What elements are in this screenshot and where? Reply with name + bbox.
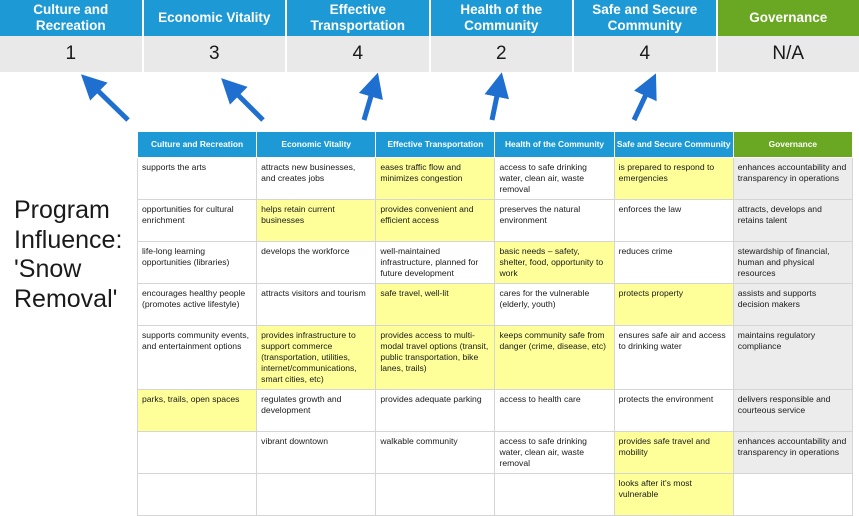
matrix-cell: attracts new businesses, and creates jobs bbox=[257, 158, 376, 200]
matrix-cell: cares for the vulnerable (elderly, youth) bbox=[495, 284, 614, 326]
matrix-cell: provides adequate parking bbox=[376, 390, 495, 432]
matrix-cell bbox=[257, 474, 376, 516]
matrix-cell: well-maintained infrastructure, planned for future development bbox=[376, 242, 495, 284]
matrix-cell: access to health care bbox=[495, 390, 614, 432]
table-row bbox=[138, 326, 853, 390]
matrix-header-governance: Governance bbox=[733, 132, 852, 158]
score-header-band bbox=[0, 0, 859, 36]
matrix-header-safe-and-secure-community: Safe and Secure Community bbox=[614, 132, 733, 158]
matrix-cell: basic needs – safety, shelter, food, opportunity to work bbox=[495, 242, 614, 284]
matrix-cell: access to safe drinking water, clean air, waste removal bbox=[495, 158, 614, 200]
matrix-cell: supports community events, and entertainment options bbox=[138, 326, 257, 390]
matrix-cell bbox=[495, 474, 614, 516]
matrix-cell: preserves the natural environment bbox=[495, 200, 614, 242]
matrix-cell bbox=[138, 432, 257, 474]
header-culture-and-recreation: Culture and Recreation bbox=[0, 0, 144, 36]
score-safe-and-secure-community: 4 bbox=[574, 36, 718, 72]
header-governance: Governance bbox=[718, 0, 859, 36]
matrix-cell: reduces crime bbox=[614, 242, 733, 284]
matrix-cell: enforces the law bbox=[614, 200, 733, 242]
table-row bbox=[138, 284, 853, 326]
arrow-culture-and-recreation bbox=[91, 84, 128, 120]
matrix-cell: vibrant downtown bbox=[257, 432, 376, 474]
matrix-cell: maintains regulatory compliance bbox=[733, 326, 852, 390]
header-safe-and-secure-community: Safe and Secure Community bbox=[574, 0, 718, 36]
matrix-cell: regulates growth and development bbox=[257, 390, 376, 432]
matrix-cell bbox=[733, 474, 852, 516]
matrix-cell: helps retain current businesses bbox=[257, 200, 376, 242]
header-health-of-the-community: Health of the Community bbox=[431, 0, 575, 36]
matrix-cell: access to safe drinking water, clean air, waste removal bbox=[495, 432, 614, 474]
matrix-cell: attracts, develops and retains talent bbox=[733, 200, 852, 242]
table-row bbox=[138, 158, 853, 200]
arrow-safe-and-secure-community bbox=[634, 86, 650, 120]
table-row bbox=[138, 390, 853, 432]
arrow-health-of-the-community bbox=[492, 86, 499, 120]
matrix-cell: attracts visitors and tourism bbox=[257, 284, 376, 326]
table-row bbox=[138, 200, 853, 242]
arrow-effective-transportation bbox=[364, 86, 374, 120]
matrix-cell: life-long learning opportunities (libraries) bbox=[138, 242, 257, 284]
score-health-of-the-community: 2 bbox=[431, 36, 575, 72]
header-economic-vitality: Economic Vitality bbox=[144, 0, 288, 36]
matrix-cell: encourages healthy people (promotes active lifestyle) bbox=[138, 284, 257, 326]
matrix-cell: protects the environment bbox=[614, 390, 733, 432]
matrix-header-economic-vitality: Economic Vitality bbox=[257, 132, 376, 158]
matrix-cell: looks after it's most vulnerable bbox=[614, 474, 733, 516]
matrix-cell: provides access to multi-modal travel options (transit, public transportation, bike lanes, trails) bbox=[376, 326, 495, 390]
matrix-cell: delivers responsible and courteous service bbox=[733, 390, 852, 432]
matrix-cell: is prepared to respond to emergencies bbox=[614, 158, 733, 200]
matrix-cell: parks, trails, open spaces bbox=[138, 390, 257, 432]
matrix-cell: protects property bbox=[614, 284, 733, 326]
matrix-cell: ensures safe air and access to drinking water bbox=[614, 326, 733, 390]
matrix-cell: supports the arts bbox=[138, 158, 257, 200]
matrix-cell: safe travel, well-lit bbox=[376, 284, 495, 326]
table-row bbox=[138, 432, 853, 474]
arrow-group bbox=[0, 72, 859, 130]
score-culture-and-recreation: 1 bbox=[0, 36, 144, 72]
header-effective-transportation: Effective Transportation bbox=[287, 0, 431, 36]
matrix-header-row bbox=[138, 132, 853, 158]
matrix-cell: stewardship of financial, human and physical resources bbox=[733, 242, 852, 284]
matrix-header-effective-transportation: Effective Transportation bbox=[376, 132, 495, 158]
matrix-cell: provides infrastructure to support commerce (transportation, utilities, internet/communications, smart cities, etc) bbox=[257, 326, 376, 390]
matrix-cell: develops the workforce bbox=[257, 242, 376, 284]
matrix-cell: eases traffic flow and minimizes congestion bbox=[376, 158, 495, 200]
matrix-cell: enhances accountability and transparency in operations bbox=[733, 158, 852, 200]
matrix-cell bbox=[376, 474, 495, 516]
matrix-cell: assists and supports decision makers bbox=[733, 284, 852, 326]
arrow-economic-vitality bbox=[231, 88, 263, 120]
matrix-cell: provides safe travel and mobility bbox=[614, 432, 733, 474]
score-governance: N/A bbox=[718, 36, 859, 72]
score-values-band bbox=[0, 36, 859, 74]
score-effective-transportation: 4 bbox=[287, 36, 431, 72]
matrix-cell: walkable community bbox=[376, 432, 495, 474]
influence-matrix bbox=[137, 131, 853, 516]
matrix-cell: provides convenient and efficient access bbox=[376, 200, 495, 242]
matrix-header-culture-and-recreation: Culture and Recreation bbox=[138, 132, 257, 158]
matrix-header-health-of-the-community: Health of the Community bbox=[495, 132, 614, 158]
matrix-cell: opportunities for cultural enrichment bbox=[138, 200, 257, 242]
matrix-cell bbox=[138, 474, 257, 516]
program-influence-caption: Program Influence: 'Snow Removal' bbox=[14, 196, 134, 314]
matrix-cell: keeps community safe from danger (crime, disease, etc) bbox=[495, 326, 614, 390]
score-economic-vitality: 3 bbox=[144, 36, 288, 72]
matrix-cell: enhances accountability and transparency in operations bbox=[733, 432, 852, 474]
table-row bbox=[138, 242, 853, 284]
table-row bbox=[138, 474, 853, 516]
